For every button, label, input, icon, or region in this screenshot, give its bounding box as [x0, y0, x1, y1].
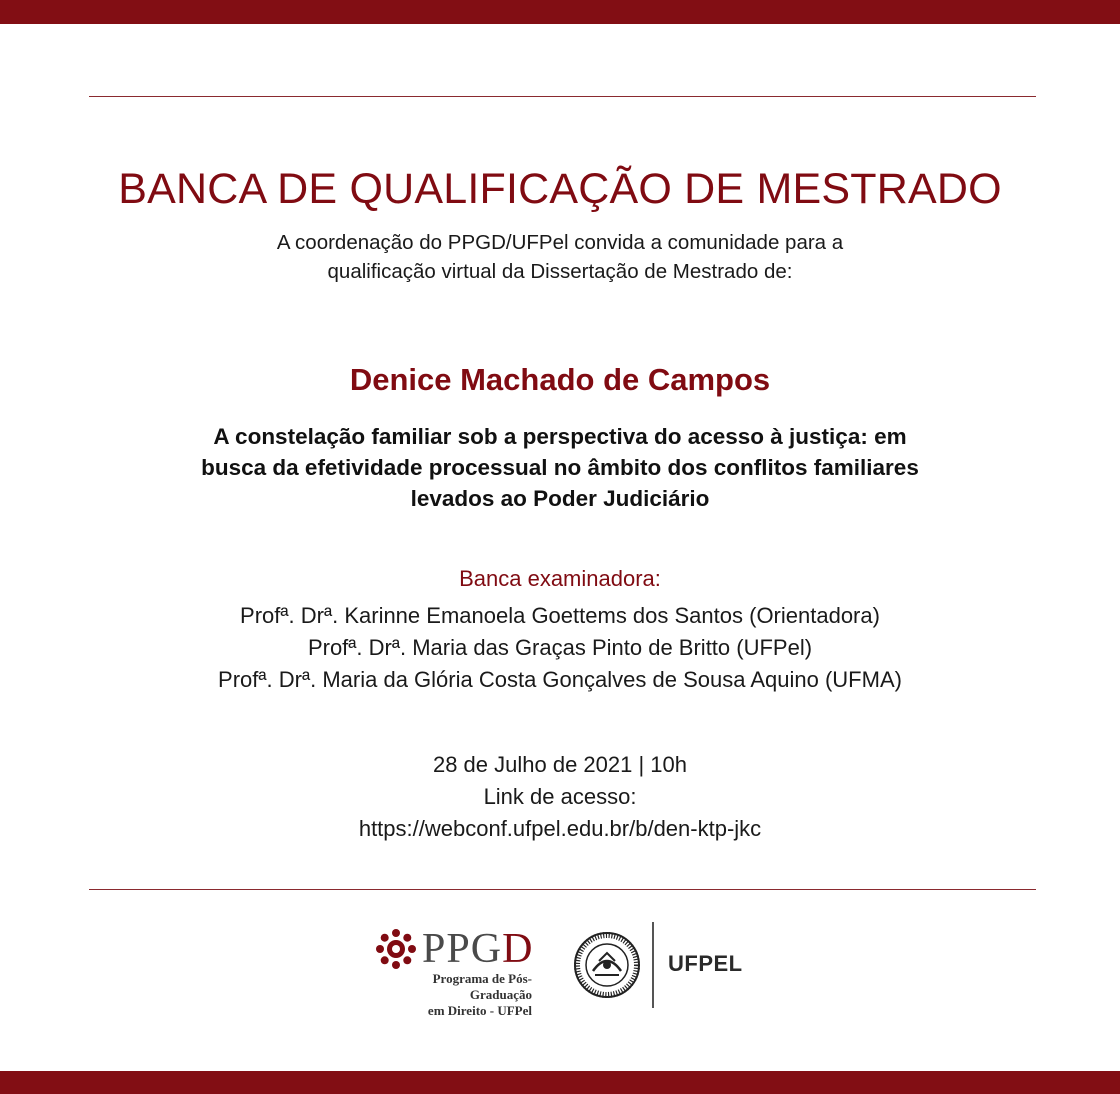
bottom-divider — [89, 889, 1036, 890]
logo-divider — [652, 922, 654, 1008]
invitation-text — [0, 228, 1120, 286]
event-datetime: 28 de Julho de 2021 | 10h — [432, 752, 688, 777]
board-member: Profª. Drª. Karinne Emanoela Goettems dos Santos (Orientadora) — [240, 603, 880, 628]
university-seal-icon — [573, 931, 641, 999]
link-label: Link de acesso: — [483, 784, 637, 809]
ppgd-emblem-icon — [374, 927, 418, 971]
board-members — [0, 600, 1120, 696]
ppgd-subtitle-line-2: em Direito - UFPel — [427, 1003, 532, 1018]
access-link[interactable]: https://webconf.ufpel.edu.br/b/den-ktp-jkc — [358, 816, 762, 841]
thesis-line-3: levados ao Poder Judiciário — [410, 486, 710, 511]
thesis-line-1: A constelação familiar sob a perspectiva do acesso à justiça: em — [213, 424, 907, 449]
bottom-band — [0, 1071, 1120, 1094]
ppgd-wordmark: PPGD — [422, 926, 534, 972]
thesis-line-2: busca da efetividade processual no âmbito dos conflitos familiares — [201, 455, 919, 480]
ufpel-wordmark: UFPEL — [668, 951, 743, 976]
ppgd-subtitle — [372, 971, 532, 1019]
board-member: Profª. Drª. Maria da Glória Costa Gonçalves de Sousa Aquino (UFMA) — [218, 667, 902, 692]
event-info — [0, 749, 1120, 845]
thesis-title — [0, 421, 1120, 514]
invitation-line-2: qualificação virtual da Dissertação de Mestrado de: — [327, 260, 793, 283]
ppgd-subtitle-line-1: Programa de Pós-Graduação — [432, 971, 532, 1002]
invitation-line-1: A coordenação do PPGD/UFPel convida a comunidade para a — [276, 231, 844, 254]
board-member: Profª. Drª. Maria das Graças Pinto de Britto (UFPel) — [307, 635, 813, 660]
board-heading: Banca examinadora: — [459, 566, 661, 591]
ppgd-logo — [372, 923, 537, 1018]
candidate-name: Denice Machado de Campos — [349, 362, 771, 397]
page-title: BANCA DE QUALIFICAÇÃO DE MESTRADO — [118, 165, 1002, 213]
top-band — [0, 0, 1120, 24]
top-divider — [89, 96, 1036, 97]
